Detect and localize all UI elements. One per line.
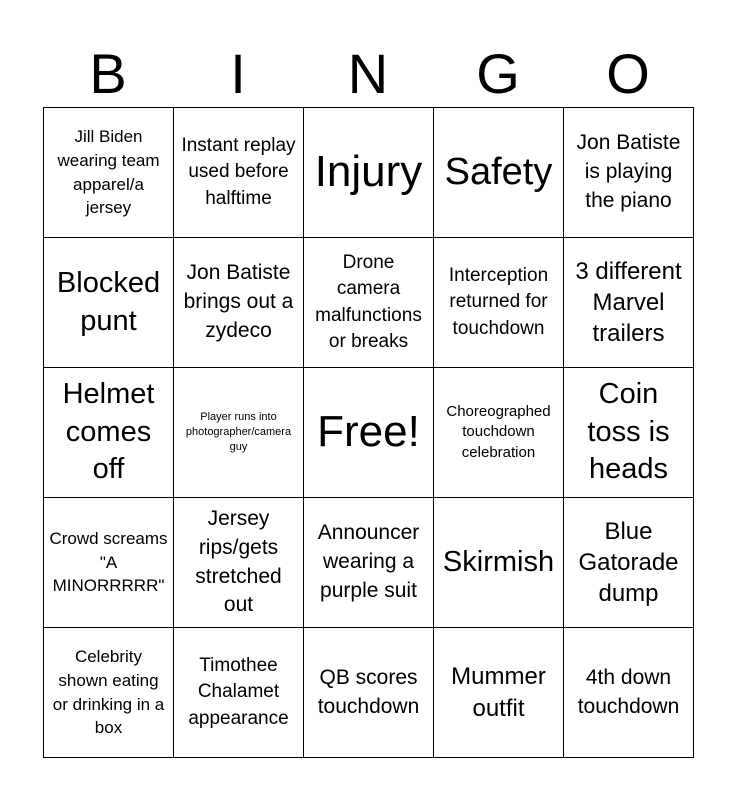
bingo-cell[interactable]: Jill Biden wearing team apparel/a jersey [44,108,174,238]
bingo-cell[interactable]: Celebrity shown eating or drinking in a box [44,628,174,758]
grid-row-1 [44,108,694,238]
grid-row-4 [44,498,694,628]
bingo-cell[interactable]: QB scores touchdown [304,628,434,758]
bingo-cell[interactable]: Crowd screams "A MINORRRRR" [44,498,174,628]
bingo-grid [43,107,694,758]
bingo-cell[interactable]: Jon Batiste is playing the piano [564,108,694,238]
bingo-cell[interactable]: Choreographed touchdown celebration [434,368,564,498]
bingo-cell[interactable]: Helmet comes off [44,368,174,498]
header-letter-o: O [606,42,650,105]
bingo-cell[interactable]: Player runs into photographer/camera guy [174,368,304,498]
bingo-cell[interactable]: Coin toss is heads [564,368,694,498]
bingo-cell[interactable]: Jon Batiste brings out a zydeco [174,238,304,368]
bingo-cell[interactable]: Instant replay used before halftime [174,108,304,238]
grid-row-2 [44,238,694,368]
bingo-cell[interactable]: Drone camera malfunctions or breaks [304,238,434,368]
bingo-cell[interactable]: Announcer wearing a purple suit [304,498,434,628]
header-letter-i: I [230,42,246,105]
grid-row-3 [44,368,694,498]
header-letter-n: N [347,42,389,105]
bingo-cell[interactable]: Jersey rips/gets stretched out [174,498,304,628]
bingo-cell[interactable]: Mummer outfit [434,628,564,758]
header-letter-b: B [89,42,127,105]
bingo-header [43,40,693,108]
bingo-cell[interactable]: Interception returned for touchdown [434,238,564,368]
bingo-cell[interactable]: Blue Gatorade dump [564,498,694,628]
grid-row-5 [44,628,694,758]
bingo-cell[interactable]: Timothee Chalamet appearance [174,628,304,758]
bingo-cell[interactable]: 4th down touchdown [564,628,694,758]
free-space[interactable]: Free! [304,368,434,498]
bingo-cell[interactable]: Injury [304,108,434,238]
bingo-cell[interactable]: Safety [434,108,564,238]
bingo-cell[interactable]: Skirmish [434,498,564,628]
bingo-cell[interactable]: Blocked punt [44,238,174,368]
header-letter-g: G [476,42,520,105]
bingo-cell[interactable]: 3 different Marvel trailers [564,238,694,368]
